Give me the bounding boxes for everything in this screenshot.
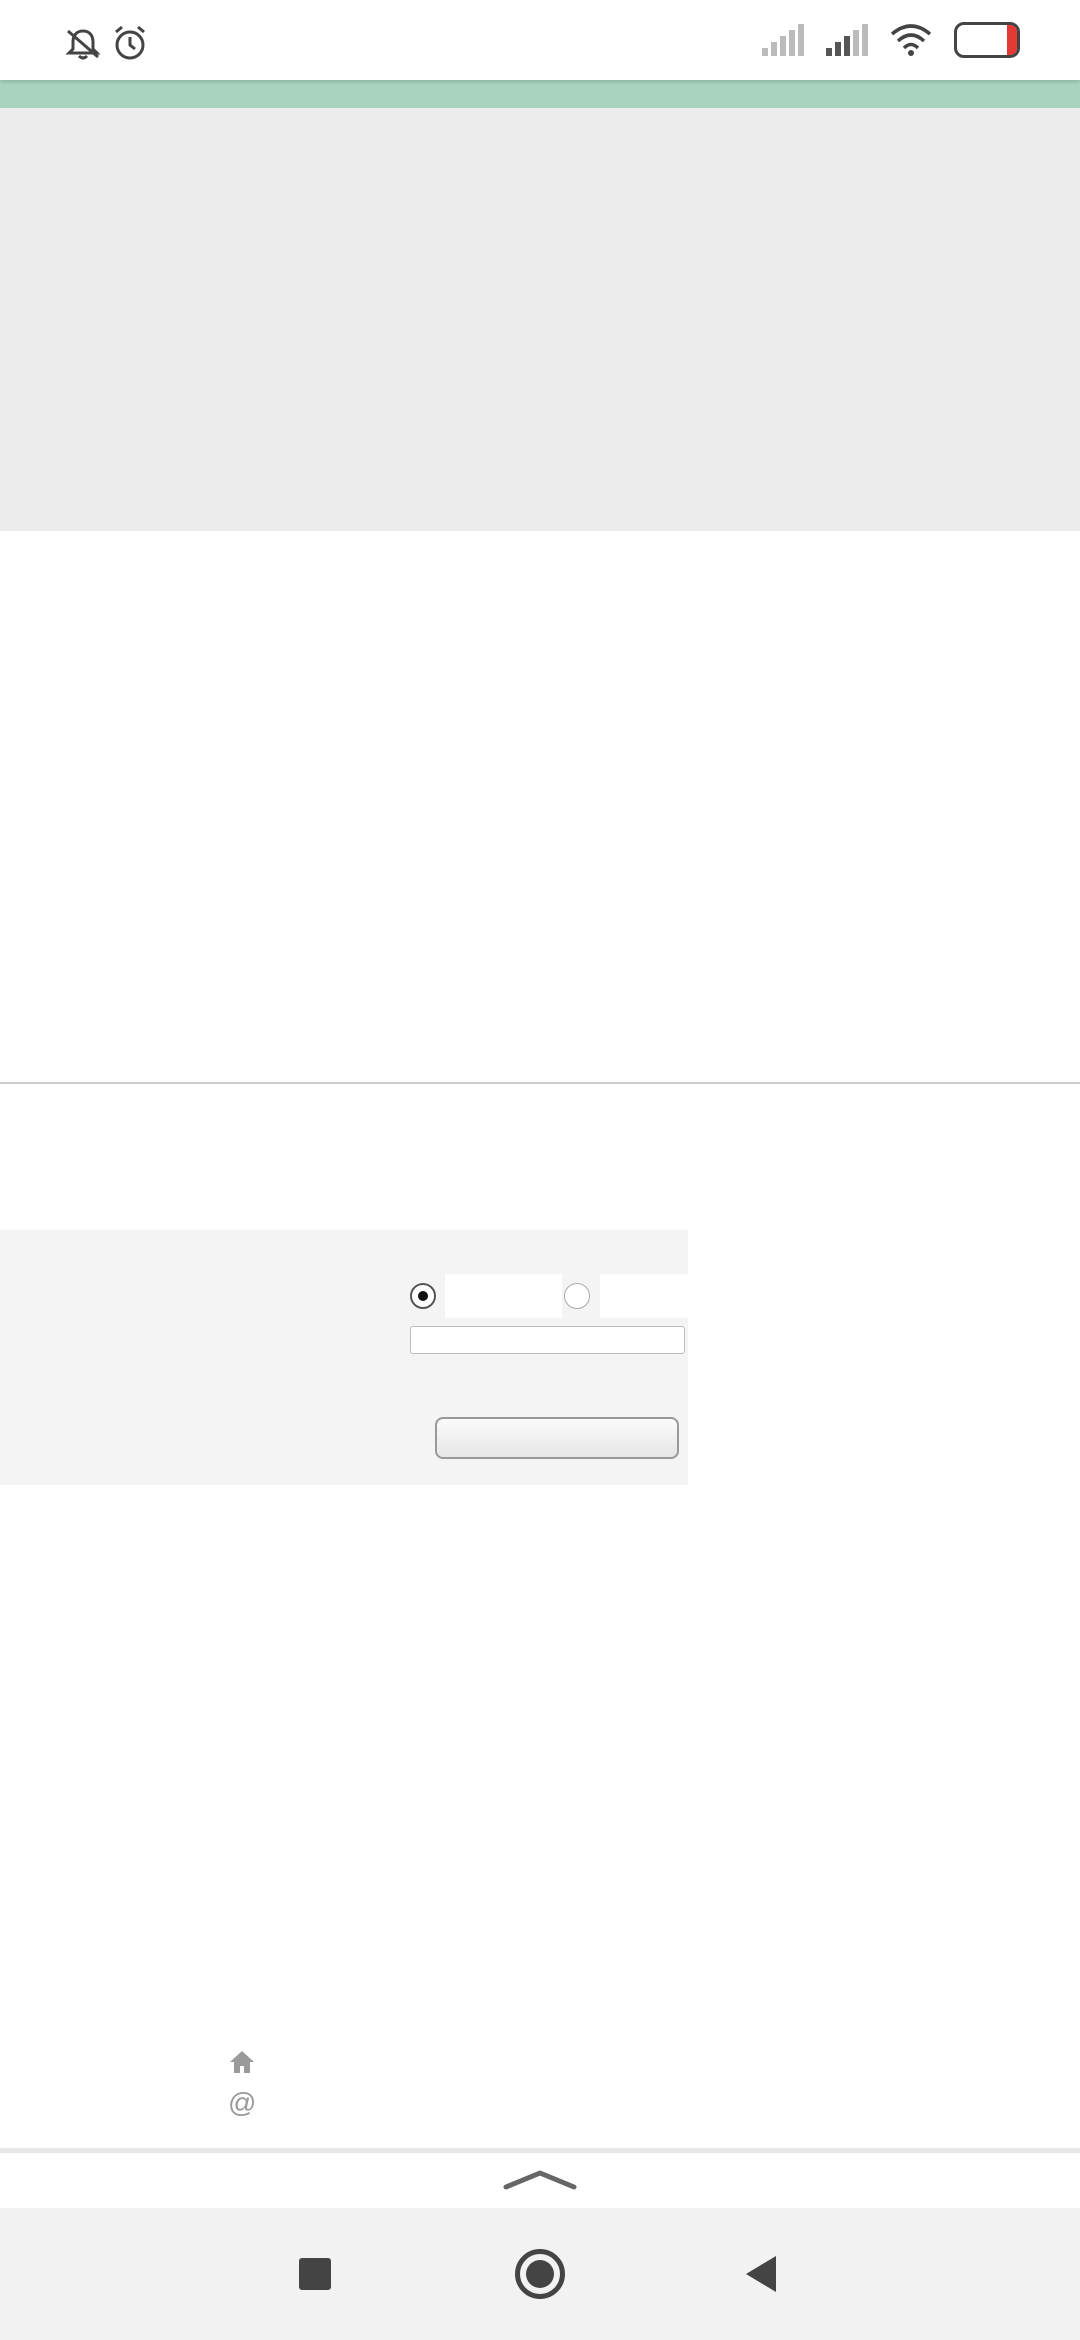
status-bar — [0, 0, 1080, 80]
results-table — [0, 60, 1080, 531]
analysis-date — [325, 416, 435, 460]
home-button[interactable] — [480, 2208, 600, 2340]
analysis-ref — [810, 416, 975, 460]
analysis-date — [325, 304, 435, 348]
back-button[interactable] — [700, 2208, 820, 2340]
submit-row — [0, 1405, 688, 1485]
status-left — [64, 22, 149, 64]
reagent-info — [0, 459, 1080, 531]
analysis-result — [485, 108, 645, 180]
table-row-hepatitis-c — [0, 416, 1080, 460]
recommend-yes-radio[interactable] — [410, 1283, 436, 1309]
signal-icon — [826, 24, 868, 56]
reagent-info — [0, 348, 1080, 416]
alarm-icon — [111, 24, 149, 62]
analysis-ref — [810, 206, 975, 278]
no-cell — [600, 1274, 688, 1318]
rating-header-row — [0, 1230, 688, 1274]
source-question-row — [0, 1361, 688, 1405]
analysis-result — [485, 416, 645, 460]
email-icon: @ — [228, 2087, 257, 2118]
interpretation-note — [0, 180, 1080, 206]
recents-button[interactable] — [255, 2208, 375, 2340]
interpretation-note — [0, 278, 1080, 304]
survey — [0, 1082, 1080, 1135]
scroll-top-button[interactable] — [0, 2153, 1080, 2209]
status-icons — [762, 22, 1020, 58]
analysis-unit — [645, 206, 805, 278]
analysis-status — [985, 108, 1080, 180]
analysis-name — [0, 108, 325, 180]
suggestions-row — [0, 1318, 688, 1362]
analysis-date — [325, 206, 435, 278]
recommend-row — [0, 1274, 688, 1318]
analysis-status — [985, 416, 1080, 460]
survey-title — [0, 1082, 1080, 1135]
navigation-bar — [0, 2208, 1080, 2340]
analysis-unit — [645, 108, 805, 180]
submit-button[interactable] — [435, 1417, 679, 1459]
table-row-opisthorchiasis — [0, 108, 1080, 180]
analysis-ref — [810, 108, 975, 180]
table-row-hepatitis-b — [0, 304, 1080, 348]
chevron-up-icon — [500, 2165, 580, 2195]
analysis-name — [0, 416, 325, 460]
recommend-no-radio[interactable] — [564, 1283, 590, 1309]
analysis-name — [0, 304, 325, 348]
circle-icon — [515, 2249, 565, 2299]
signal-icon — [762, 24, 804, 56]
survey-form — [0, 1230, 688, 1485]
yes-cell — [445, 1274, 562, 1318]
analysis-result — [485, 206, 645, 278]
analysis-status — [985, 206, 1080, 278]
table-row-echinococcosis — [0, 206, 1080, 278]
battery-icon — [954, 22, 1020, 58]
back-triangle-icon — [742, 2254, 778, 2294]
home-icon — [228, 2049, 256, 2082]
wifi-icon — [890, 24, 932, 56]
analysis-name — [0, 206, 325, 278]
analysis-result — [485, 304, 645, 348]
analysis-date — [325, 108, 435, 180]
square-icon — [299, 2258, 331, 2290]
bell-off-icon — [64, 27, 102, 61]
analysis-status — [985, 304, 1080, 348]
analysis-ref — [810, 304, 975, 348]
suggestions-input[interactable] — [410, 1326, 685, 1354]
footer — [0, 2045, 1080, 2145]
